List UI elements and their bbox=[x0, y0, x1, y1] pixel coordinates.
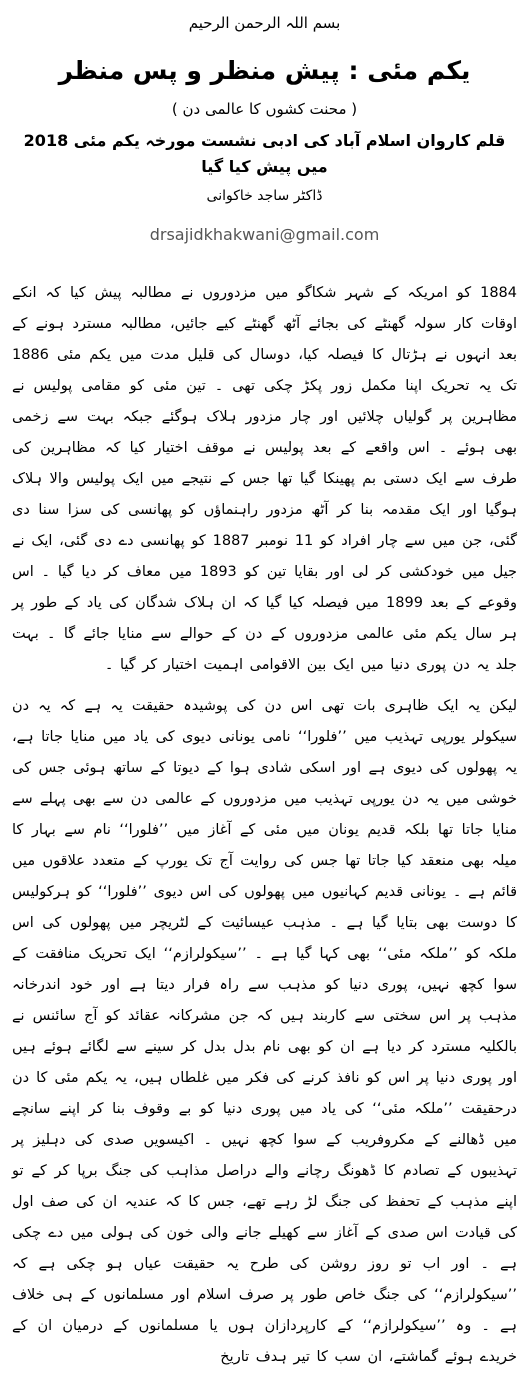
paragraph-1: 1884 کو امریکہ کے شہر شکاگو میں مزدوروں نے مطالبہ پیش کیا کہ انکے اوقات کار سولہ گھنٹے کی بجائے آٹھ گھنٹے کیے جائیں، مطالبہ مسترد ہونے کے بعد انہوں نے ہڑتال کا فیصلہ کیا، دوسال کی قلیل مدت میں یکم مئی 1886 تک یہ تحریک اپنا مکمل زور پکڑ چکی تھی ۔ تین مئی کو مقامی پولیس نے مظاہرین پر گولیاں چلائیں اور چار مزدور ہلاک ہوگئے جبکہ بہت سے زخمی بھی ہوئے ۔ اس واقعے کے بعد پولیس نے موقف اختیار کیا کہ مظاہرین کی طرف سے ایک دستی بم پھینکا گیا تھا جس کے نتیجے میں ایک پولیس والا ہلاک ہوگیا اور ایک مقدمہ بنا کر آٹھ مزدور راہنماؤں کو پھانسی کی سزا سنا دی گئی، جن میں سے چار افراد کو 11 نومبر 1887 کو پھانسی دے دی گئی، ایک نے جیل میں خودکشی کر لی اور بقایا تین کو 1893 میں معاف کر دیا گیا ۔ اس وقوعے کے بعد 1899 میں فیصلہ کیا گیا کہ ان ہلاک شدگان کی یاد کے طور پر ہر سال یکم مئی عالمی مزدوروں کے دن کے حوالے سے منایا جائے گا ۔ بہت جلد یہ دن پوری دنیا میں ایک بین الاقوامی اہمیت اختیار کر گیا ۔ bbox=[12, 285, 518, 673]
author-name: ڈاکٹر ساجد خاکوانی bbox=[206, 188, 323, 204]
event-heading: قلم کاروان اسلام آباد کی ادبی نشست مورخہ یکم مئی 2018 میں پیش کیا گیا bbox=[23, 131, 506, 176]
bismillah: بسم اللہ الرحمن الرحیم bbox=[188, 14, 341, 32]
article-title: یکم مئی : پیش منظر و پس منظر bbox=[58, 56, 471, 85]
article-subtitle: ( محنت کشوں کا عالمی دن ) bbox=[171, 100, 358, 118]
author-email[interactable]: drsajidkhakwani@gmail.com bbox=[149, 225, 380, 244]
document-page bbox=[0, 12, 529, 1365]
paragraph-2: لیکن یہ ایک ظاہری بات تھی اس دن کی پوشیدہ حقیقت یہ ہے کہ یہ دن سیکولر یورپی تہذیب میں ’’فلورا‘‘ نامی یونانی دیوی کی یاد میں منایا جاتا ہے، یہ پھولوں کی دیوی ہے اور اسکی شادی ہوا کے دیوتا کے ساتھ ہوئی جس کی خوشی میں یہ دن یورپی تہذیب میں مزدوروں کے عالمی دن سے بھی پہلے سے منایا جاتا تھا بلکہ قدیم یونان میں مئی کے آغاز میں ’’فلورا‘‘ نام سے بہار کا میلہ بھی منعقد کیا جاتا تھا جس کی روایت آج تک یورپ کے متعدد علاقوں میں قائم ہے ۔ یونانی قدیم کہانیوں میں پھولوں کی اس دیوی ’’فلورا‘‘ کو ہرکولیس کا دوست بھی بتایا گیا ہے ۔ مذہب عیسائیت کے لٹریچر میں پھولوں کی اس ملکہ کو ’’ملکہ مئی‘‘ بھی کہا گیا ہے ۔ ’’سیکولرازم‘‘ ایک تحریک منافقت کے سوا کچھ نہیں، پوری دنیا کو مذہب سے راہ فرار دیتا ہے اور خود اندرخانہ مذہب پر اس سختی سے کاربند ہیں کہ جن مشرکانہ عقائد کو آج سائنس نے بالکلیہ مسترد کر دیا ہے ان کو بھی نام بدل بدل کر سینے سے لگائے ہوئے ہیں اور پوری دنیا پر اس کو نافذ کرنے کی فکر میں غلطاں ہیں، یہ یکم مئی کا دن درحقیقت ’’ملکہ مئی‘‘ کی یاد میں پوری دنیا کو بے وقوف بنا کر اپنے سانچے میں ڈھالنے کے مکروفریب کے سوا کچھ نہیں ۔ اکیسویں صدی کی دہلیز پر تہذیبوں کے تصادم کا ڈھونگ رچانے والے دراصل مذاہب کی جنگ برپا کر کے تو اپنے مذہب کے تحفظ کی جنگ لڑ رہے تھے، جس کا کہ عندیہ ان کی صف اول کی قیادت اس صدی کے آغاز سے کھیلے جانے والی خون کی ہولی میں دے چکی ہے ۔ اور اب تو روز روشن کی طرح یہ حقیقت عیاں ہو چکی ہے کہ ’’سیکولرازم‘‘ کی جنگ خاص طور پر صرف اسلام اور مسلمانوں کے ہی خلاف ہے ۔ وہ ’’سیکولرازم‘‘ کے کارپردازان ہوں یا مسلمانوں کے درمیان ان کے خریدے ہوئے گماشتے، ان سب کا تیر ہدف تاریخ bbox=[12, 698, 517, 1365]
